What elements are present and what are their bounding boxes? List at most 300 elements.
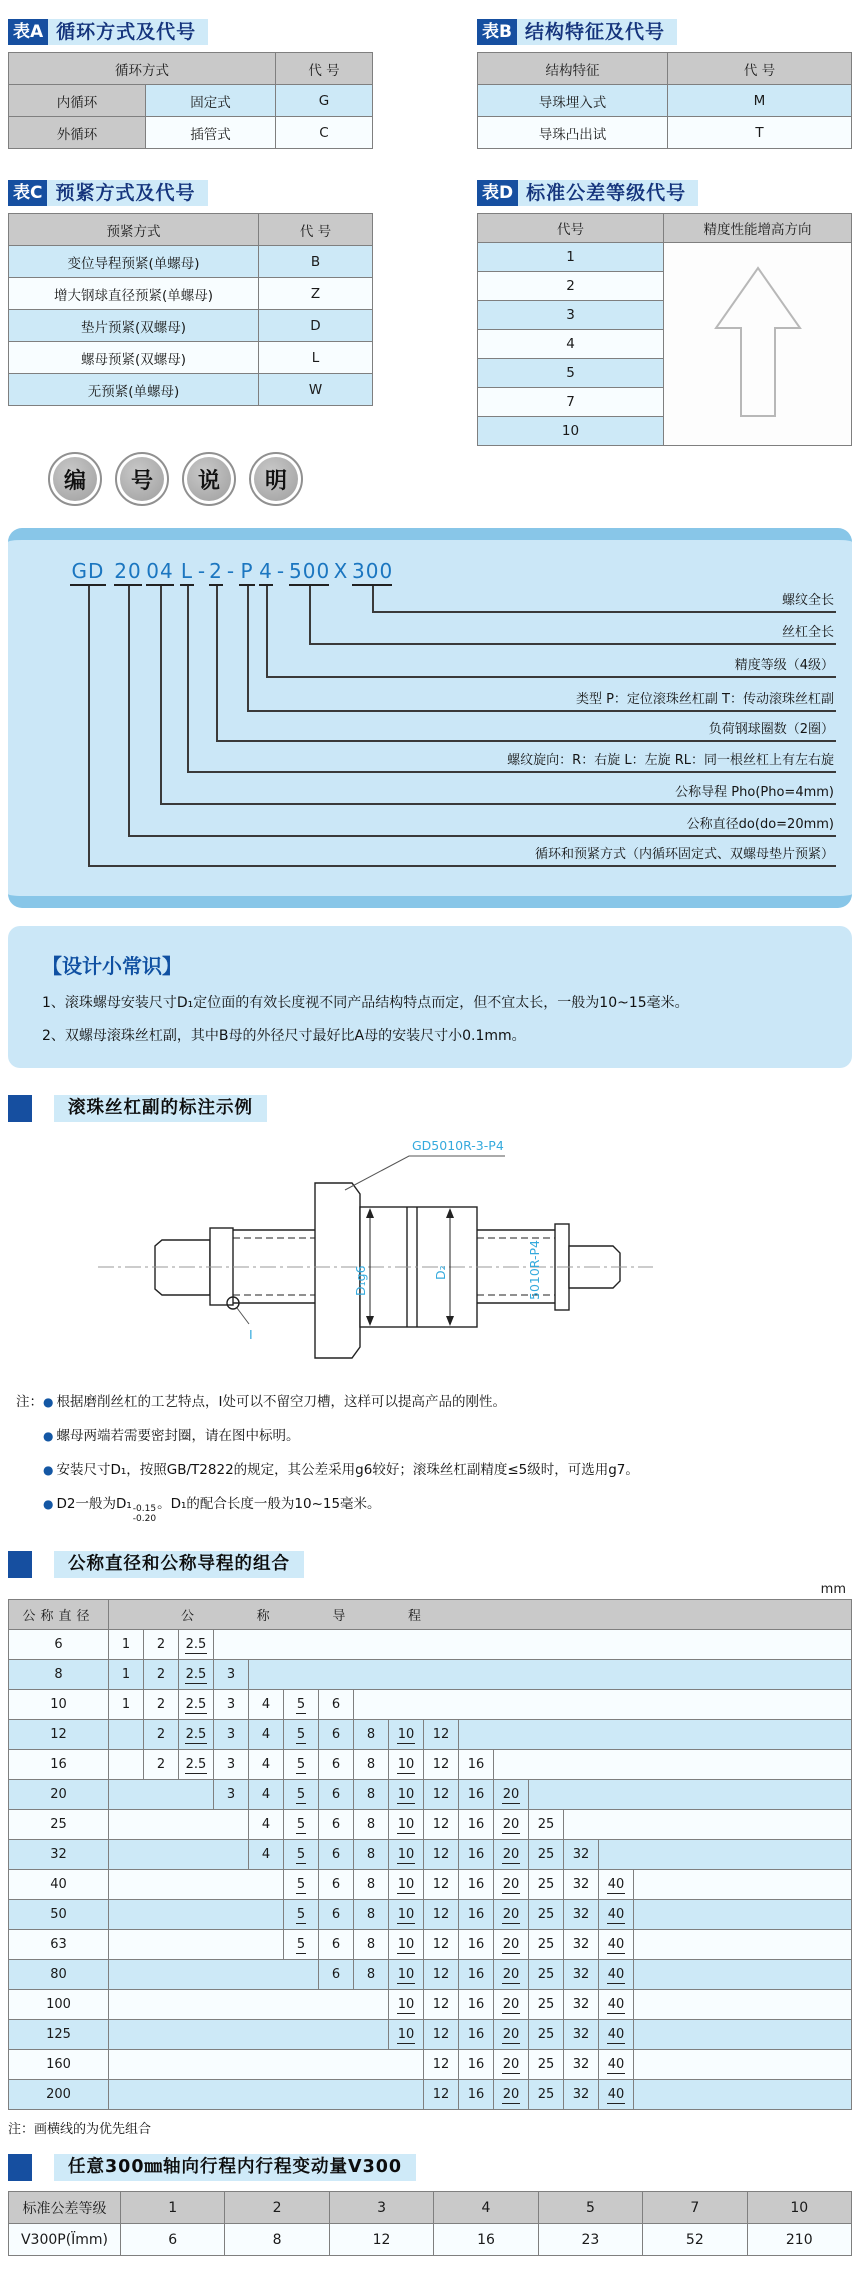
note-text: 。D₁的配合长度一般为10~15毫米。 bbox=[157, 1496, 381, 1512]
lead-cell bbox=[564, 1900, 599, 1930]
lead-cell bbox=[354, 1900, 389, 1930]
lead-cell bbox=[459, 2080, 494, 2110]
lead-cell bbox=[529, 2080, 564, 2110]
lead-value: 10 bbox=[397, 1727, 415, 1742]
design-tips-title: 【设计小常识】 bbox=[42, 954, 182, 978]
lead-cell bbox=[319, 1690, 354, 1720]
lead-cell bbox=[214, 1690, 249, 1720]
v300-value-cell: 23 bbox=[538, 2224, 642, 2256]
combo-row bbox=[9, 1900, 852, 1930]
combo-row bbox=[9, 1930, 852, 1960]
lead-value: 12 bbox=[432, 1967, 450, 1982]
lead-value: 12 bbox=[432, 2087, 450, 2102]
lead-cell bbox=[424, 1780, 459, 1810]
code-part: 20 bbox=[114, 558, 142, 586]
lead-value: 12 bbox=[432, 1877, 450, 1892]
table-cell: D bbox=[259, 310, 373, 342]
lead-cell bbox=[354, 1840, 389, 1870]
section-v300 bbox=[8, 2153, 852, 2181]
connector-horizontal bbox=[266, 676, 836, 678]
empty-lead-cell bbox=[109, 1750, 144, 1780]
lead-cell bbox=[529, 1810, 564, 1840]
lead-value: 12 bbox=[432, 2057, 450, 2072]
lead-cell bbox=[284, 1810, 319, 1840]
code-part-label: 负荷钢球圈数（2圈） bbox=[708, 722, 834, 737]
connector-horizontal bbox=[160, 803, 836, 805]
precision-arrow-up-icon bbox=[708, 256, 808, 428]
code-part-label: 类型 P：定位滚珠丝杠副 T：传动滚珠丝杠副 bbox=[575, 692, 834, 707]
lead-value: 4 bbox=[261, 1727, 271, 1742]
lead-cell bbox=[459, 1780, 494, 1810]
lead-cell bbox=[319, 1960, 354, 1990]
lead-value: 12 bbox=[432, 1937, 450, 1952]
diameter-cell: 8 bbox=[9, 1660, 109, 1690]
empty-trail-cell bbox=[564, 1810, 852, 1840]
code-part-label: 循环和预紧方式（内循环固定式、双螺母垫片预紧） bbox=[534, 847, 834, 862]
table-cell: 插管式 bbox=[146, 117, 276, 149]
code-part: 04 bbox=[146, 558, 174, 586]
lead-value: 12 bbox=[432, 1787, 450, 1802]
table-cell: 导珠凸出试 bbox=[478, 117, 668, 149]
lead-value: 5 bbox=[296, 1907, 306, 1922]
grade-cell: 7 bbox=[643, 2192, 747, 2224]
lead-value: 40 bbox=[607, 1907, 625, 1922]
lead-value: 4 bbox=[261, 1697, 271, 1712]
lead-value: 1 bbox=[121, 1637, 131, 1652]
lead-value: 40 bbox=[607, 1967, 625, 1982]
lead-cell bbox=[564, 2020, 599, 2050]
lead-value: 20 bbox=[502, 1877, 520, 1892]
lead-cell bbox=[494, 1900, 529, 1930]
combo-row bbox=[9, 1780, 852, 1810]
lead-value: 1 bbox=[121, 1667, 131, 1682]
lead-value: 16 bbox=[467, 1757, 485, 1772]
note-line bbox=[43, 1492, 852, 1524]
lead-cell bbox=[424, 2080, 459, 2110]
lead-cell bbox=[144, 1720, 179, 1750]
lead-value: 16 bbox=[467, 1787, 485, 1802]
lead-value: 10 bbox=[397, 1997, 415, 2012]
stamp-char: 说 bbox=[187, 457, 231, 501]
lead-value: 8 bbox=[366, 1937, 376, 1952]
connector-horizontal bbox=[372, 611, 836, 613]
combo-row bbox=[9, 1990, 852, 2020]
lead-cell bbox=[214, 1660, 249, 1690]
empty-trail-cell bbox=[494, 1750, 852, 1780]
connector-vertical bbox=[372, 586, 374, 611]
table-row bbox=[9, 85, 373, 117]
lead-value: 20 bbox=[502, 1937, 520, 1952]
table-a bbox=[8, 52, 373, 149]
empty-lead-cell bbox=[109, 1990, 389, 2020]
stamp-char: 号 bbox=[120, 457, 164, 501]
lead-cell bbox=[389, 1960, 424, 1990]
lead-value: 16 bbox=[467, 1907, 485, 1922]
lead-value: 16 bbox=[467, 1877, 485, 1892]
table-cell: T bbox=[668, 117, 852, 149]
lead-cell bbox=[109, 1630, 144, 1660]
grade-cell: 3 bbox=[329, 2192, 433, 2224]
diameter-cell: 63 bbox=[9, 1930, 109, 1960]
empty-lead-cell bbox=[109, 1720, 144, 1750]
table-c-tag: 表C bbox=[8, 180, 47, 206]
lead-value: 20 bbox=[502, 2057, 520, 2072]
note-text: 根据磨削丝杠的工艺特点，Ⅰ处可以不留空刀槽，这样可以提高产品的刚性。 bbox=[56, 1394, 506, 1410]
lead-cell bbox=[529, 2050, 564, 2080]
lead-value: 2.5 bbox=[185, 1727, 207, 1742]
lead-value: 2.5 bbox=[185, 1667, 207, 1682]
lead-cell bbox=[249, 1750, 284, 1780]
code-part-label: 公称导程 Pho(Pho=4mm) bbox=[675, 785, 834, 800]
lead-cell bbox=[599, 1900, 634, 1930]
table-row bbox=[9, 278, 373, 310]
lead-value: 8 bbox=[366, 1967, 376, 1982]
combo-header-diameter: 公称直径 bbox=[9, 1600, 109, 1630]
table-cell: 增大钢球直径预紧(单螺母) bbox=[9, 278, 259, 310]
lead-cell bbox=[494, 2050, 529, 2080]
diameter-cell: 32 bbox=[9, 1840, 109, 1870]
lead-cell bbox=[494, 1810, 529, 1840]
stamp-char: 编 bbox=[53, 457, 97, 501]
lead-cell bbox=[319, 1930, 354, 1960]
table-b bbox=[477, 52, 852, 149]
diameter-cell: 100 bbox=[9, 1990, 109, 2020]
code-part-label: 精度等级（4级） bbox=[734, 658, 834, 673]
lead-cell bbox=[389, 1750, 424, 1780]
lead-value: 4 bbox=[261, 1847, 271, 1862]
lead-value: 6 bbox=[331, 1697, 341, 1712]
lead-value: 32 bbox=[572, 2057, 590, 2072]
v300-table bbox=[8, 2191, 852, 2256]
numbering-title-stamps bbox=[48, 450, 852, 508]
v300-value-cell: 8 bbox=[225, 2224, 329, 2256]
lead-cell bbox=[459, 1750, 494, 1780]
lead-cell bbox=[389, 1720, 424, 1750]
lead-value: 12 bbox=[432, 1817, 450, 1832]
code-diagram bbox=[8, 540, 852, 896]
empty-trail-cell bbox=[459, 1720, 852, 1750]
lead-value: 6 bbox=[331, 1787, 341, 1802]
ballscrew-drawing bbox=[8, 1128, 852, 1376]
lead-value: 5 bbox=[296, 1727, 306, 1742]
lead-cell bbox=[564, 2080, 599, 2110]
table-c-title: 预紧方式及代号 bbox=[47, 180, 207, 206]
lead-cell bbox=[494, 1870, 529, 1900]
lead-value: 25 bbox=[537, 1997, 555, 2012]
lead-value: 40 bbox=[607, 1877, 625, 1892]
lead-value: 5 bbox=[296, 1937, 306, 1952]
diameter-cell: 50 bbox=[9, 1900, 109, 1930]
combination-table bbox=[8, 1599, 852, 2110]
lead-cell bbox=[564, 1930, 599, 1960]
table-cell: B bbox=[259, 246, 373, 278]
table-d-block bbox=[477, 179, 852, 446]
connector-vertical bbox=[160, 586, 162, 803]
v300-value-row bbox=[9, 2224, 852, 2256]
lead-value: 16 bbox=[467, 1937, 485, 1952]
lead-value: 25 bbox=[537, 1967, 555, 1982]
note-text: D2一般为D₁ bbox=[56, 1496, 132, 1512]
lead-cell bbox=[529, 1930, 564, 1960]
note-text: 螺母两端若需要密封圈，请在图中标明。 bbox=[56, 1428, 300, 1444]
lead-cell bbox=[284, 1690, 319, 1720]
table-cell: 垫片预紧(双螺母) bbox=[9, 310, 259, 342]
empty-lead-cell bbox=[109, 1930, 284, 1960]
lead-value: 5 bbox=[296, 1787, 306, 1802]
connector-vertical bbox=[128, 586, 130, 835]
table-cell: Z bbox=[259, 278, 373, 310]
code-part: L bbox=[180, 558, 194, 586]
diameter-cell: 12 bbox=[9, 1720, 109, 1750]
lead-value: 25 bbox=[537, 2057, 555, 2072]
lead-cell bbox=[319, 1870, 354, 1900]
lead-cell bbox=[179, 1690, 214, 1720]
code-part-label: 螺纹全长 bbox=[781, 593, 834, 608]
lead-value: 12 bbox=[432, 1907, 450, 1922]
grade-cell: 2 bbox=[478, 272, 664, 301]
lead-value: 10 bbox=[397, 1847, 415, 1862]
thread-spec-label: 5010R-P4 bbox=[527, 1240, 542, 1300]
lead-cell bbox=[389, 1930, 424, 1960]
connector-horizontal bbox=[247, 710, 836, 712]
lead-cell bbox=[319, 1720, 354, 1750]
lead-cell bbox=[424, 1720, 459, 1750]
lead-value: 16 bbox=[467, 1847, 485, 1862]
section-square-icon bbox=[8, 2154, 32, 2181]
code-part: GD bbox=[70, 558, 106, 586]
table-a-header-method: 循环方式 bbox=[9, 53, 276, 85]
empty-trail-cell bbox=[634, 1960, 852, 1990]
empty-lead-cell bbox=[109, 2080, 424, 2110]
lead-value: 6 bbox=[331, 1877, 341, 1892]
v300-header-row bbox=[9, 2192, 852, 2224]
lead-value: 25 bbox=[537, 1877, 555, 1892]
table-d-header-code: 代号 bbox=[478, 214, 664, 243]
diameter-cell: 20 bbox=[9, 1780, 109, 1810]
lead-cell bbox=[179, 1660, 214, 1690]
table-row bbox=[9, 342, 373, 374]
table-c-header-preload: 预紧方式 bbox=[9, 214, 259, 246]
lead-value: 6 bbox=[331, 1967, 341, 1982]
lead-value: 10 bbox=[397, 2027, 415, 2042]
empty-trail-cell bbox=[249, 1660, 852, 1690]
code-separator: X bbox=[333, 559, 349, 583]
table-cell: 导珠埋入式 bbox=[478, 85, 668, 117]
lead-cell bbox=[564, 1870, 599, 1900]
combo-header-lead bbox=[109, 1600, 852, 1630]
lead-value: 10 bbox=[397, 1967, 415, 1982]
lead-cell bbox=[599, 2050, 634, 2080]
lead-cell bbox=[459, 1840, 494, 1870]
code-part: 2 bbox=[209, 558, 223, 586]
lead-cell bbox=[494, 1780, 529, 1810]
table-d-tag: 表D bbox=[477, 180, 518, 206]
lead-cell bbox=[459, 1810, 494, 1840]
empty-trail-cell bbox=[634, 1900, 852, 1930]
lead-cell bbox=[179, 1720, 214, 1750]
lead-cell bbox=[529, 1960, 564, 1990]
table-row bbox=[478, 117, 852, 149]
lead-cell bbox=[529, 1840, 564, 1870]
table-c-header-code: 代 号 bbox=[259, 214, 373, 246]
dimension-d1-label: D₁g6 bbox=[353, 1265, 368, 1296]
lead-cell bbox=[424, 1840, 459, 1870]
lead-cell bbox=[249, 1690, 284, 1720]
connector-horizontal bbox=[128, 835, 836, 837]
empty-lead-cell bbox=[109, 2050, 424, 2080]
v300-value-cell: 6 bbox=[121, 2224, 225, 2256]
precision-direction-cell bbox=[664, 243, 852, 446]
grade-cell: 5 bbox=[538, 2192, 642, 2224]
table-row bbox=[9, 117, 373, 149]
combo-row bbox=[9, 1840, 852, 1870]
stamp-circle bbox=[48, 452, 102, 506]
lead-value: 6 bbox=[331, 1907, 341, 1922]
lead-value: 8 bbox=[366, 1727, 376, 1742]
empty-lead-cell bbox=[109, 1900, 284, 1930]
lead-value: 3 bbox=[226, 1727, 236, 1742]
section-marking-title: 滚珠丝杠副的标注示例 bbox=[54, 1095, 267, 1122]
lead-cell bbox=[494, 2020, 529, 2050]
lead-value: 25 bbox=[537, 1937, 555, 1952]
lead-cell bbox=[354, 1780, 389, 1810]
tolerance-lower: -0.20 bbox=[132, 1513, 157, 1524]
table-row bbox=[9, 246, 373, 278]
lead-value: 2 bbox=[156, 1637, 166, 1652]
lead-cell bbox=[284, 1930, 319, 1960]
stamp-circle bbox=[182, 452, 236, 506]
lead-cell bbox=[249, 1840, 284, 1870]
empty-trail-cell bbox=[634, 1990, 852, 2020]
section-square-icon bbox=[8, 1095, 32, 1122]
lead-cell bbox=[424, 1750, 459, 1780]
table-cell: G bbox=[276, 85, 373, 117]
table-cell: L bbox=[259, 342, 373, 374]
lead-cell bbox=[564, 2050, 599, 2080]
lead-value: 10 bbox=[397, 1817, 415, 1832]
empty-trail-cell bbox=[599, 1840, 852, 1870]
code-part: P bbox=[239, 558, 255, 586]
lead-cell bbox=[599, 1990, 634, 2020]
diameter-cell: 10 bbox=[9, 1690, 109, 1720]
lead-value: 6 bbox=[331, 1817, 341, 1832]
empty-lead-cell bbox=[109, 1960, 319, 1990]
lead-value: 8 bbox=[366, 1877, 376, 1892]
combo-row bbox=[9, 1810, 852, 1840]
lead-value: 3 bbox=[226, 1667, 236, 1682]
lead-value: 32 bbox=[572, 1847, 590, 1862]
lead-cell bbox=[144, 1660, 179, 1690]
combo-row bbox=[9, 1960, 852, 1990]
grade-cell: 10 bbox=[747, 2192, 851, 2224]
connector-horizontal bbox=[216, 740, 836, 742]
section-v300-title: 任意300㎜轴向行程内行程变动量V300 bbox=[54, 2154, 416, 2181]
lead-value: 8 bbox=[366, 1757, 376, 1772]
lead-cell bbox=[144, 1690, 179, 1720]
lead-cell bbox=[354, 1750, 389, 1780]
combo-row bbox=[9, 1870, 852, 1900]
lead-cell bbox=[319, 1810, 354, 1840]
lead-cell bbox=[109, 1660, 144, 1690]
note-prefix: 注： bbox=[16, 1394, 43, 1410]
lead-cell bbox=[459, 2020, 494, 2050]
lead-value: 40 bbox=[607, 1997, 625, 2012]
connector-vertical bbox=[187, 586, 189, 771]
empty-trail-cell bbox=[529, 1780, 852, 1810]
lead-cell bbox=[284, 1870, 319, 1900]
lead-cell bbox=[424, 2050, 459, 2080]
bullet-icon: ● bbox=[43, 1429, 54, 1443]
section-square-icon bbox=[8, 1551, 32, 1578]
lead-value: 20 bbox=[502, 2027, 520, 2042]
note-line bbox=[43, 1424, 852, 1444]
lead-cell bbox=[459, 2050, 494, 2080]
lead-cell bbox=[424, 2020, 459, 2050]
lead-cell bbox=[354, 1810, 389, 1840]
code-separator: - bbox=[197, 559, 207, 583]
design-tip-line: 2、双螺母滚珠丝杠副，其中B母的外径尺寸最好比A母的安装尺寸小0.1mm。 bbox=[42, 1028, 526, 1044]
lead-cell bbox=[494, 1930, 529, 1960]
connector-vertical bbox=[309, 586, 311, 643]
lead-cell bbox=[424, 1870, 459, 1900]
lead-value: 40 bbox=[607, 2057, 625, 2072]
empty-trail-cell bbox=[634, 2020, 852, 2050]
table-cell: 外循环 bbox=[9, 117, 146, 149]
diameter-cell: 80 bbox=[9, 1960, 109, 1990]
lead-value: 3 bbox=[226, 1757, 236, 1772]
lead-cell bbox=[494, 2080, 529, 2110]
grade-cell: 7 bbox=[478, 388, 664, 417]
empty-lead-cell bbox=[109, 1840, 249, 1870]
lead-value: 20 bbox=[502, 1907, 520, 1922]
lead-value: 6 bbox=[331, 1847, 341, 1862]
lead-value: 32 bbox=[572, 1967, 590, 1982]
connector-vertical bbox=[247, 586, 249, 710]
lead-cell bbox=[319, 1780, 354, 1810]
lead-value: 8 bbox=[366, 1847, 376, 1862]
lead-value: 3 bbox=[226, 1787, 236, 1802]
diameter-cell: 6 bbox=[9, 1630, 109, 1660]
lead-cell bbox=[494, 1990, 529, 2020]
table-d-title-bar bbox=[477, 179, 852, 207]
lead-value: 2.5 bbox=[185, 1637, 207, 1652]
table-d-header-direction: 精度性能增高方向 bbox=[664, 214, 852, 243]
tolerance-upper: -0.15 bbox=[132, 1504, 157, 1514]
v300-header-label: 标准公差等级 bbox=[9, 2192, 121, 2224]
lead-value: 12 bbox=[432, 2027, 450, 2042]
combo-row bbox=[9, 2050, 852, 2080]
lead-cell bbox=[354, 1960, 389, 1990]
empty-lead-cell bbox=[109, 1780, 214, 1810]
lead-value: 20 bbox=[502, 1847, 520, 1862]
unit-label: mm bbox=[820, 1582, 846, 1597]
lead-value: 10 bbox=[397, 1937, 415, 1952]
lead-value: 32 bbox=[572, 1997, 590, 2012]
tolerance-stack bbox=[133, 1505, 156, 1524]
table-b-tag: 表B bbox=[477, 19, 517, 45]
lead-cell bbox=[319, 1840, 354, 1870]
lead-value: 40 bbox=[607, 1937, 625, 1952]
lead-value: 16 bbox=[467, 2057, 485, 2072]
lead-cell bbox=[319, 1750, 354, 1780]
lead-value: 2 bbox=[156, 1757, 166, 1772]
lead-value: 32 bbox=[572, 2027, 590, 2042]
lead-cell bbox=[249, 1780, 284, 1810]
lead-value: 32 bbox=[572, 1907, 590, 1922]
code-diagram-box bbox=[8, 528, 852, 908]
combo-footnote: 注：画横线的为优先组合 bbox=[8, 2122, 152, 2137]
diameter-cell: 40 bbox=[9, 1870, 109, 1900]
